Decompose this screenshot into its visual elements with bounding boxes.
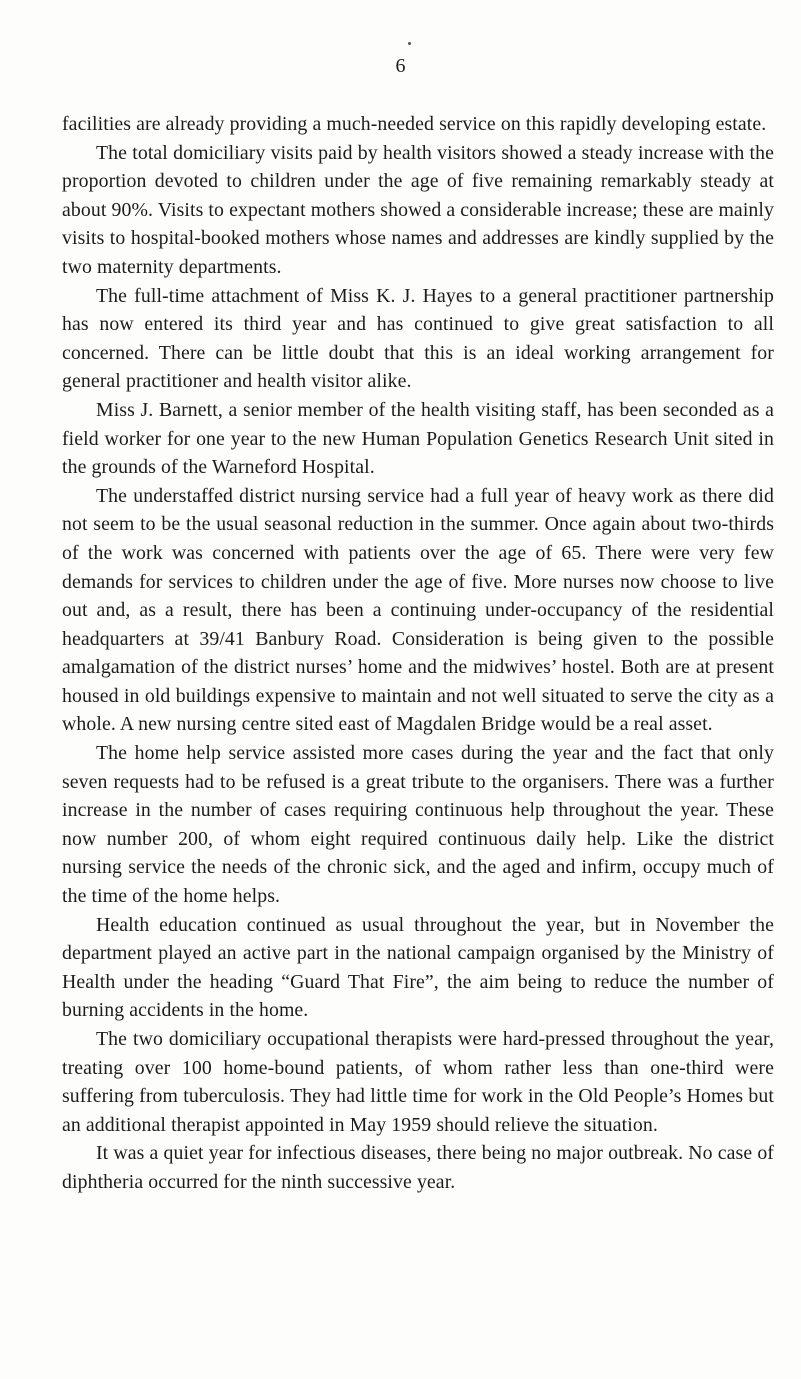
paragraph-infectious-diseases: It was a quiet year for infectious diseases, there being no major outbreak. No case of diphtheria occurred for the ninth successive year. <box>62 1142 774 1193</box>
paragraph-domiciliary-visits: The total domiciliary visits paid by health visitors showed a steady increase with the proportion devoted to children under the age of five remaining remarkably steady at about 90%. Visits to expectant mothers showed a considerable increase; these are mainly visits to hospital-booked mothers whose names and addresses are kindly supplied by the two maternity departments. <box>62 141 774 278</box>
paragraph-district-nursing: The understaffed district nursing service had a full year of heavy work as there did not seem to be the usual seasonal reduction in the summer. Once again about two-thirds of the work was concerned with patients over the age of 65. There were very few demands for services to children under the age of five. More nurses now choose to live out and, as a result, there has been a continuing under-occupancy of the residential headquarters at 39/41 Banbury Road. Consideration is being given to the possible amalgamation of the district nurses’ home and the midwives’ hostel. Both are at present housed in old buildings expensive to maintain and not well situated to serve the city as a whole. A new nursing centre sited east of Magdalen Bridge would be a real asset. <box>62 484 774 736</box>
paragraph-home-help: The home help service assisted more cases during the year and the fact that only seven requests had to be refused is a great tribute to the organisers. There was a further increase in the number of cases requiring continuous help throughout the year. These now number 200, of whom eight required continuous daily help. Like the district nursing service the needs of the chronic sick, and the aged and infirm, occupy much of the time of the home helps. <box>62 742 774 908</box>
paragraph-occupational-therapy: The two domiciliary occupational therapists were hard-pressed throughout the year, treating over 100 home-bound patients, of whom rather less than one-third were suffering from tuberculosis. They had little time for work in the Old People’s Homes but an additional therapist appointed in May 1959 should relieve the situation. <box>62 1028 774 1136</box>
body-text <box>62 110 774 1197</box>
paragraph-hayes-attachment: The full-time attachment of Miss K. J. Hayes to a general practitioner partnership has now entered its third year and has continued to give great satisfaction to all concerned. There can be little doubt that this is an ideal working arrangement for general practitioner and health visitor alike. <box>62 284 774 393</box>
print-speck <box>408 42 411 45</box>
paragraph-continuation: facilities are already providing a much-needed service on this rapidly developing estate. <box>62 113 767 135</box>
paragraph-health-education: Health education continued as usual throughout the year, but in November the department played an active part in the national campaign organised by the Ministry of Health under the heading “Guard That Fire”, the aim being to reduce the number of burning accidents in the home. <box>62 913 774 1022</box>
page-number: 6 <box>395 55 406 77</box>
paragraph-barnett-secondment: Miss J. Barnett, a senior member of the health visiting staff, has been seconded as a field worker for one year to the new Human Population Genetics Research Unit sited in the grounds of the Warneford Hospital. <box>62 398 774 479</box>
